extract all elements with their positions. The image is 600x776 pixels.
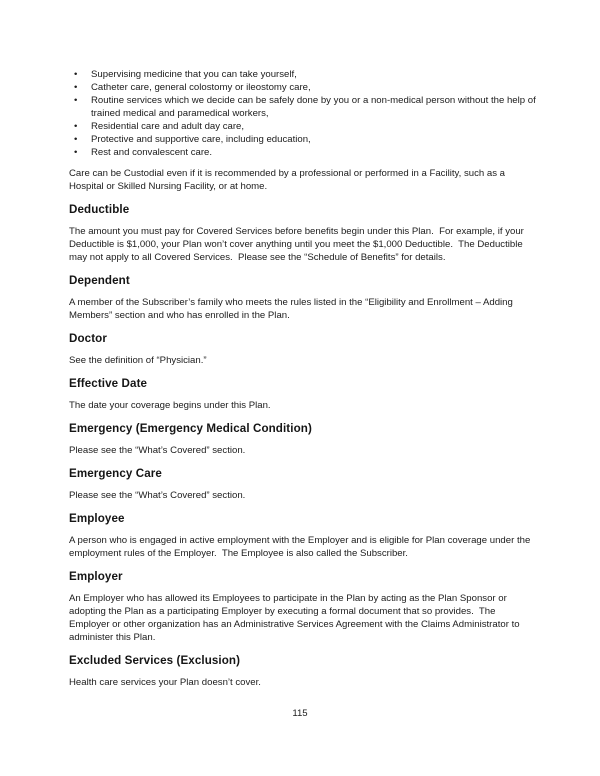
definition-body: A person who is engaged in active employment with the Employer and is eligible for Plan coverage under the employment rules of the Employer. The Employee is also called the Subscriber. — [69, 535, 533, 559]
page-content — [69, 68, 536, 689]
list-item — [69, 94, 536, 120]
definition-body: Health care services your Plan doesn’t cover. — [69, 677, 261, 688]
definition-heading: Employee — [69, 512, 125, 525]
custodial-care-paragraph: Care can be Custodial even if it is recommended by a professional or performed in a Facility, such as a Hospital or Skilled Nursing Facility, or at home. — [69, 168, 508, 192]
definition-body: Please see the “What’s Covered” section. — [69, 445, 246, 456]
definition-section-employer — [69, 570, 536, 644]
bullet-text: Protective and supportive care, including education, — [91, 134, 311, 145]
definition-heading: Dependent — [69, 274, 130, 287]
page-number: 115 — [292, 708, 308, 719]
definition-body: See the definition of “Physician.” — [69, 355, 207, 366]
custodial-care-bullet-list — [69, 68, 536, 159]
definition-heading: Employer — [69, 570, 123, 583]
bullet-icon: • — [74, 69, 78, 80]
definition-heading: Doctor — [69, 332, 107, 345]
bullet-icon: • — [74, 82, 78, 93]
definition-section-deductible — [69, 203, 536, 264]
definition-section-emergency — [69, 422, 536, 457]
definition-heading: Effective Date — [69, 377, 148, 390]
definition-body: A member of the Subscriber’s family who meets the rules listed in the “Eligibility and Enrollment – Adding Members” section and who has enrolled in the Plan. — [69, 297, 516, 321]
list-item — [69, 81, 536, 94]
definition-section-emergency-care — [69, 467, 536, 502]
bullet-icon: • — [74, 134, 78, 145]
list-item — [69, 68, 536, 81]
definition-body: Please see the “What’s Covered” section. — [69, 490, 246, 501]
definition-heading: Emergency Care — [69, 467, 162, 480]
bullet-text: Supervising medicine that you can take yourself, — [91, 69, 297, 80]
list-item — [69, 120, 536, 133]
bullet-text: Routine services which we decide can be safely done by you or a non-medical person without the help of trained medical and paramedical workers, — [91, 95, 536, 119]
bullet-icon: • — [74, 121, 78, 132]
bullet-icon: • — [74, 95, 78, 106]
definition-body: An Employer who has allowed its Employees to participate in the Plan by acting as the Plan Sponsor or adopting the Plan as a participating Employer by executing a formal document that so provides. The Employer or other organization has an Administrative Services Agreement with the Claims Administrator to administer this Plan. — [69, 593, 523, 643]
definition-body: The amount you must pay for Covered Services before benefits begin under this Plan. For example, if your Deductible is $1,000, your Plan won’t cover anything until you meet the $1,000 Deductible. The Deductible may not apply to all Covered Services. Please see the “Schedule of Benefits” for details. — [69, 226, 527, 263]
definition-heading: Emergency (Emergency Medical Condition) — [69, 422, 312, 435]
bullet-text: Catheter care, general colostomy or ileostomy care, — [91, 82, 311, 93]
list-item — [69, 146, 536, 159]
definition-heading: Excluded Services (Exclusion) — [69, 654, 241, 667]
definition-body: The date your coverage begins under this Plan. — [69, 400, 271, 411]
list-item — [69, 133, 536, 146]
definition-heading: Deductible — [69, 203, 130, 216]
definition-section-doctor — [69, 332, 536, 367]
definition-section-dependent — [69, 274, 536, 322]
bullet-icon: • — [74, 147, 78, 158]
definition-section-excluded-services — [69, 654, 536, 689]
bullet-text: Rest and convalescent care. — [91, 147, 213, 158]
definition-section-employee — [69, 512, 536, 560]
bullet-text: Residential care and adult day care, — [91, 121, 245, 132]
definition-section-effective-date — [69, 377, 536, 412]
